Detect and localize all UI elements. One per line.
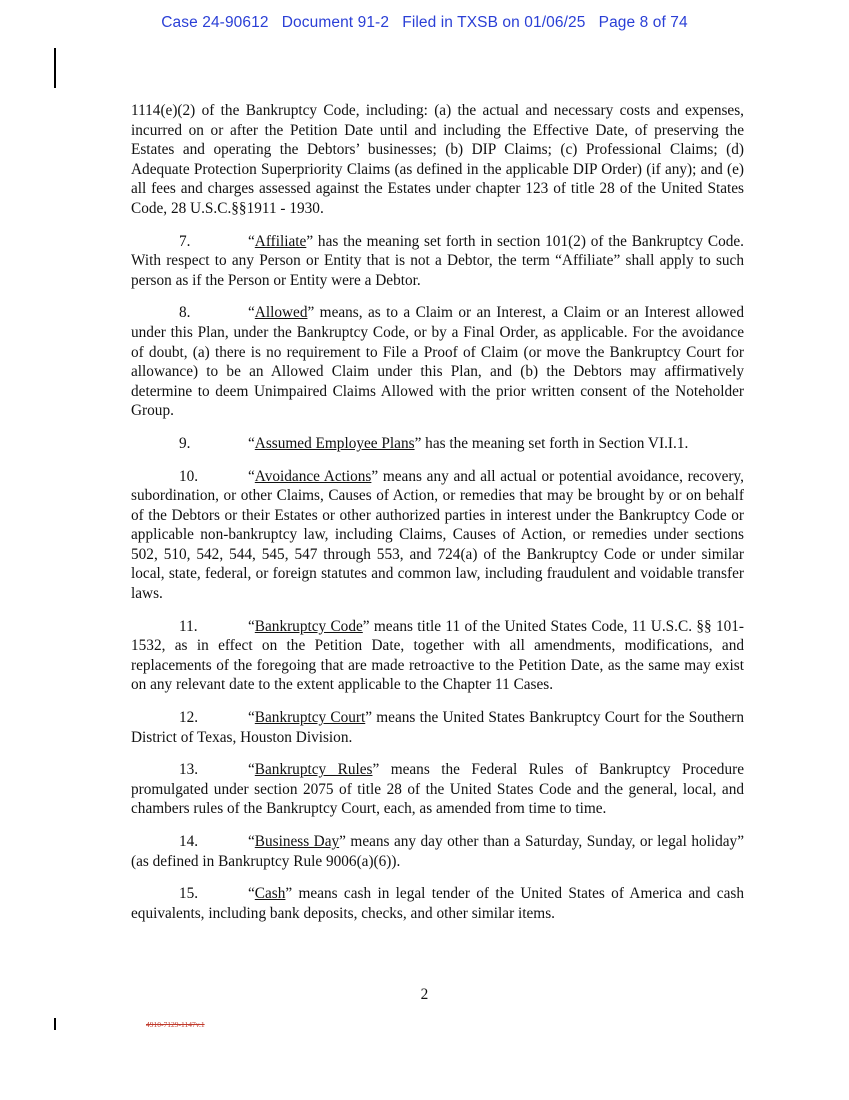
definition-text: ” means cash in legal tender of the United States of America and cash equivalents, including bank deposits, checks, and other similar items. [131,885,744,922]
definition-number: 13. [179,761,199,779]
definition-text: ” means title 11 of the United States Code, 11 U.S.C. §§ 101-1532, as in effect on the Petition Date, together with all amendments, modifications, and replacements of the foregoing that are made retroactive to the Petition Date, as the same may exist on any relevant date to the extent applicable to the Chapter 11 Cases. [131,617,744,694]
definition-15: 15. “Cash” means cash in legal tender of the United States of America and cash equivalents, including bank deposits, checks, and other similar items. [131,885,744,922]
definition-number: 9. [179,434,191,452]
page-number: 2 [420,986,429,1003]
definition-text: ” means, as to a Claim or an Interest, a Claim or an Interest allowed under this Plan, under the Bankruptcy Code, or by a Final Order, as applicable. For the avoidance of doubt, (a) there is no requirement to File a Proof of Claim (or move the Bankruptcy Court for allowance) to be an Allowed Claim under this Plan, and (b) the Debtors may affirmatively determine to deem Unimpaired Claims Allowed with the prior written consent of the Noteholder Group. [131,304,744,420]
defined-term: Affiliate [254,232,307,250]
definition-8: 8. “Allowed” means, as to a Claim or an Interest, a Claim or an Interest allowed under this Plan, under the Bankruptcy Code, or by a Final Order, as applicable. For the avoidance of doubt, (a) there is no requirement to File a Proof of Claim (or move the Bankruptcy Court for allowance) to be an Allowed Claim under this Plan, and (b) the Debtors may affirmatively determine to deem Unimpaired Claims Allowed with the prior written consent of the Noteholder Group. [131,304,744,420]
definition-text: ” means any day other than a Saturday, Sunday, or legal holiday” (as defined in Bankruptcy Rule 9006(a)(6)). [131,833,744,870]
defined-term: Business Day [254,833,340,850]
definition-number: 11. [179,617,198,635]
definition-7: 7. “Affiliate” has the meaning set forth in section 101(2) of the Bankruptcy Code. With respect to any Person or Entity that is not a Debtor, the term “Affiliate” shall apply to such person as if the Person or Entity were a Debtor. [131,232,744,289]
definition-text: ” means any and all actual or potential avoidance, recovery, subordination, or other Claims, Causes of Action, or remedies that may be brought by or on behalf of the Debtors or their Estates or other authorized parties in interest under the Bankruptcy Code or applicable non-bankruptcy law, including Claims, Causes of Action, or remedies under sections 502, 510, 542, 544, 545, 547 through 553, and 724(a) of the Bankruptcy Code or under similar local, state, federal, or foreign statutes and common law, including fraudulent and voidable transfer laws. [131,467,744,603]
definition-number: 12. [179,709,199,727]
definition-text: ” has the meaning set forth in Section VI.I.1. [414,434,689,452]
definition-number: 15. [179,885,199,903]
definition-9: 9. “Assumed Employee Plans” has the meaning set forth in Section VI.I.1. [131,434,744,454]
defined-term: Bankruptcy Code [254,617,363,635]
document-id: 4910-7129-1147v.1 [146,1020,205,1029]
definition-14: 14. “Business Day” means any day other than a Saturday, Sunday, or legal holiday” (as defined in Bankruptcy Rule 9006(a)(6)). [131,833,744,870]
definition-number: 7. [179,232,191,250]
defined-term: Allowed [254,304,308,322]
definition-number: 14. [179,833,199,850]
definition-10: 10. “Avoidance Actions” means any and all actual or potential avoidance, recovery, subordination, or other Claims, Causes of Action, or remedies that may be brought by or on behalf of the Debtors or their Estates or other authorized parties in interest under the Bankruptcy Code or applicable non-bankruptcy law, including Claims, Causes of Action, or remedies under sections 502, 510, 542, 544, 545, 547 through 553, and 724(a) of the Bankruptcy Code or under similar local, state, federal, or foreign statutes and common law, including fraudulent and voidable transfer laws. [131,467,744,603]
definition-number: 10. [179,467,199,485]
definition-text: ” means the United States Bankruptcy Court for the Southern District of Texas, Houston Division. [131,709,744,746]
defined-term: Bankruptcy Rules [254,761,373,779]
document-body [131,101,744,936]
defined-term: Avoidance Actions [254,467,372,485]
definition-12: 12. “Bankruptcy Court” means the United States Bankruptcy Court for the Southern District of Texas, Houston Division. [131,709,744,746]
definition-13: 13. “Bankruptcy Rules” means the Federal Rules of Bankruptcy Procedure promulgated under section 2075 of title 28 of the United States Code and the general, local, and chambers rules of the Bankruptcy Court, each, as amended from time to time. [131,761,744,818]
defined-term: Bankruptcy Court [254,709,366,727]
intro-paragraph: 1114(e)(2) of the Bankruptcy Code, including: (a) the actual and necessary costs and expenses, incurred on or after the Petition Date until and including the Effective Date, of preserving the Estates and operating the Debtors’ businesses; (b) DIP Claims; (c) Professional Claims; (d) Adequate Protection Superpriority Claims (as defined in the applicable DIP Order) (if any); and (e) all fees and charges assessed against the Estates under chapter 123 of title 28 of the United States Code, 28 U.S.C.§§1911 - 1930. [131,102,744,217]
change-bar-top [54,48,56,88]
definition-text: ” means the Federal Rules of Bankruptcy Procedure promulgated under section 2075 of title 28 of the United States Code and the general, local, and chambers rules of the Bankruptcy Court, each, as amended from time to time. [131,761,744,818]
definition-text: ” has the meaning set forth in section 101(2) of the Bankruptcy Code. With respect to any Person or Entity that is not a Debtor, the term “Affiliate” shall apply to such person as if the Person or Entity were a Debtor. [131,232,744,289]
definition-11: 11. “Bankruptcy Code” means title 11 of the United States Code, 11 U.S.C. §§ 101-1532, as in effect on the Petition Date, together with all amendments, modifications, and replacements of the foregoing that are made retroactive to the Petition Date, as the same may exist on any relevant date to the extent applicable to the Chapter 11 Cases. [131,617,744,694]
change-bar-bottom [54,1018,56,1030]
defined-term: Assumed Employee Plans [254,434,415,452]
defined-term: Cash [254,885,286,903]
case-header: Case 24-90612 Document 91-2 Filed in TXSB on 01/06/25 Page 8 of 74 [161,14,688,31]
definition-number: 8. [179,304,191,322]
